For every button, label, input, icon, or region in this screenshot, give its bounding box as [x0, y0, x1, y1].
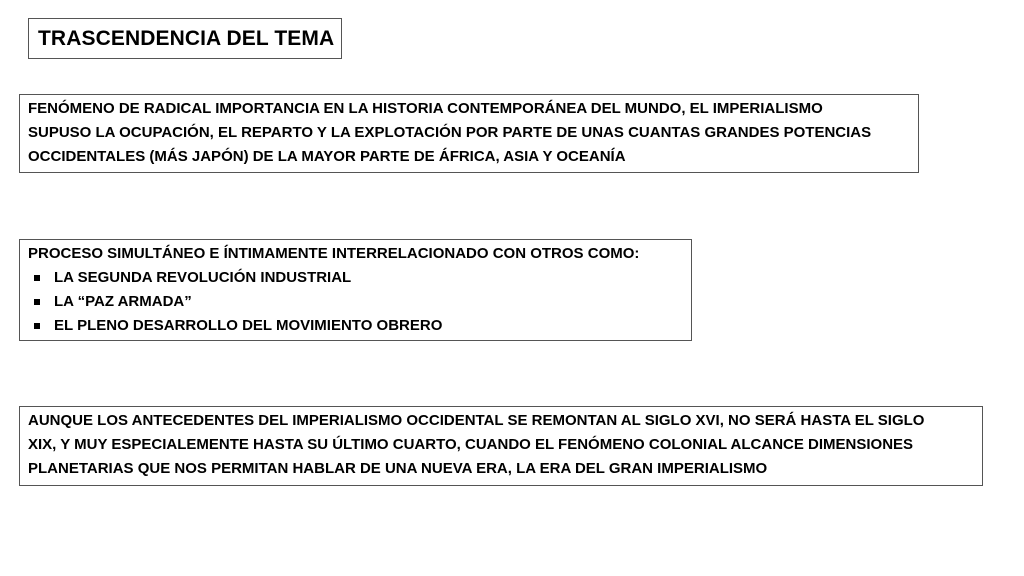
paragraph-line: PLANETARIAS QUE NOS PERMITAN HABLAR DE UNA NUEVA ERA, LA ERA DEL GRAN IMPERIALISMO: [28, 460, 768, 477]
paragraph-line: XIX, Y MUY ESPECIALEMENTE HASTA SU ÚLTIMO CUARTO, CUANDO EL FENÓMENO COLONIAL ALCANCE DIMENSIONES: [28, 436, 914, 453]
slide-title: TRASCENDENCIA DEL TEMA: [38, 26, 335, 50]
list-item-label: EL PLENO DESARROLLO DEL MOVIMIENTO OBRERO: [54, 317, 443, 334]
list-item: [28, 314, 683, 338]
paragraph-line: FENÓMENO DE RADICAL IMPORTANCIA EN LA HISTORIA CONTEMPORÁNEA DEL MUNDO, EL IMPERIALISMO: [28, 100, 823, 117]
paragraph-line: SUPUSO LA OCUPACIÓN, EL REPARTO Y LA EXPLOTACIÓN POR PARTE DE UNAS CUANTAS GRANDES POTENCIAS: [28, 124, 872, 141]
importance-paragraph-box: [19, 94, 919, 173]
paragraph-line: OCCIDENTALES (MÁS JAPÓN) DE LA MAYOR PARTE DE ÁFRICA, ASIA Y OCEANÍA: [28, 148, 626, 165]
square-bullet-icon: [34, 323, 40, 329]
list-item: [28, 266, 683, 290]
related-processes-list: [28, 266, 683, 338]
list-item-label: LA SEGUNDA REVOLUCIÓN INDUSTRIAL: [54, 269, 352, 286]
square-bullet-icon: [34, 275, 40, 281]
slide-title-box: [28, 18, 342, 59]
list-item: [28, 290, 683, 314]
paragraph-line: AUNQUE LOS ANTECEDENTES DEL IMPERIALISMO OCCIDENTAL SE REMONTAN AL SIGLO XVI, NO SERÁ HASTA EL SIGLO: [28, 412, 925, 429]
related-processes-intro: PROCESO SIMULTÁNEO E ÍNTIMAMENTE INTERRELACIONADO CON OTROS COMO:: [28, 245, 640, 262]
list-item-label: LA “PAZ ARMADA”: [54, 293, 192, 310]
related-processes-box: [19, 239, 692, 341]
antecedents-paragraph-box: [19, 406, 983, 486]
square-bullet-icon: [34, 299, 40, 305]
